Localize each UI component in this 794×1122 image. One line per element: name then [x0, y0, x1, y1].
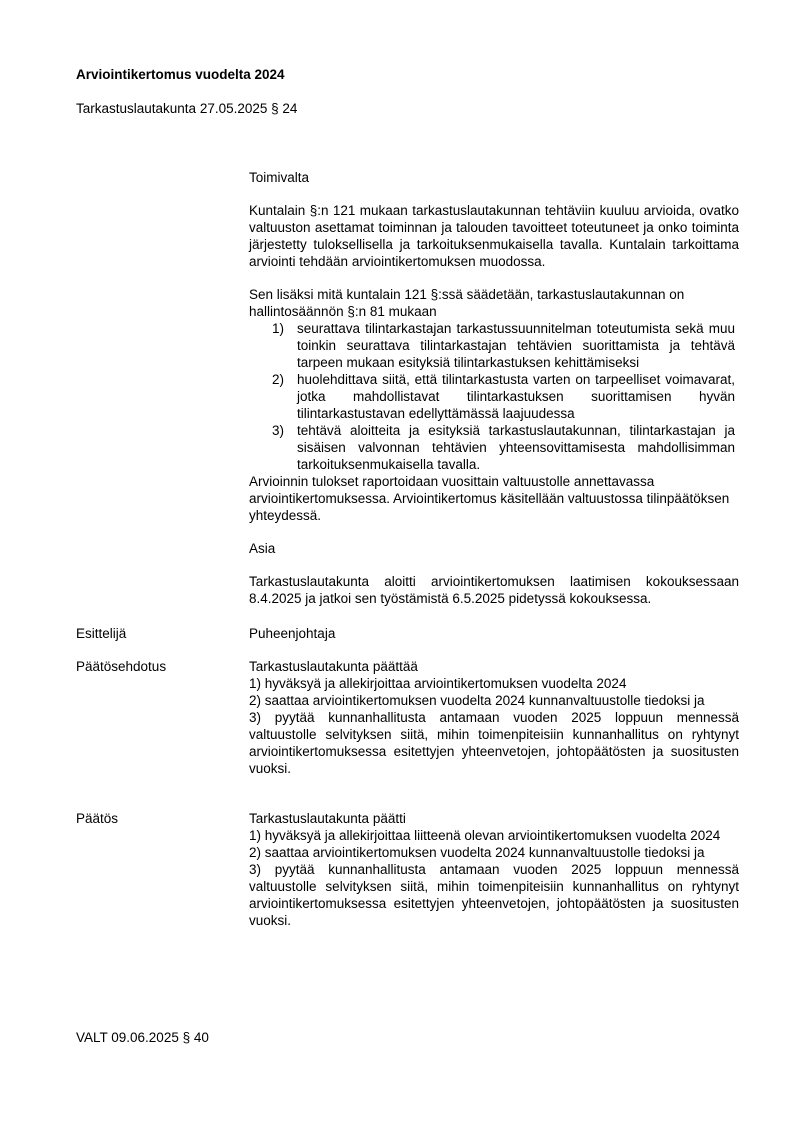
- asia-text: Tarkastuslautakunta aloitti arviointikertomuksen laatimisen kokouksessaan 8.4.2025 ja jatkoi sen työstämistä 6.5.2025 pidetyssä kokouksessa.: [249, 574, 739, 606]
- duty-number: 3): [272, 423, 285, 438]
- toimivalta-paragraph-1: Kuntalain §:n 121 mukaan tarkastuslautakunnan tehtäviin kuuluu arvioida, ovatko valtuuston asettamat toiminnan ja talouden tavoitteet toteutuneet ja onko toiminta järjestetty tuloksellisella ja tarkoituksenmukaisella tavalla. Kuntalain tarkoittama arviointi tehdään arviointikertomuksen muodossa.: [249, 203, 739, 269]
- duty-text: tehtävä aloitteita ja esityksiä tarkastuslautakunnan, tilintarkastajan ja sisäisen valvonnan tehtävien yhteensovittamisesta mahdollisimman tarkoituksenmukaisella tavalla.: [297, 423, 735, 472]
- duties-list: [249, 320, 739, 473]
- paatos-item-3: 3) pyytää kunnanhallitusta antamaan vuoden 2025 loppuun mennessä valtuustolle selvityksen siitä, mihin toimenpiteisiin kunnanhallitus on ryhtynyt arviointikertomuksessa esitettyjen yhteenvetojen, johtopäätösten ja suositusten vuoksi.: [249, 862, 739, 928]
- paatosehdotus-item-3: 3) pyytää kunnanhallitusta antamaan vuoden 2025 loppuun mennessä valtuustolle selvityksen siitä, mihin toimenpiteisiin kunnanhallitus on ryhtynyt arviointikertomuksessa esitettyjen yhteenvetojen, johtopäätösten ja suositusten vuoksi.: [249, 710, 739, 776]
- paatosehdotus-section: [249, 658, 739, 777]
- document-title: Arviointikertomus vuodelta 2024: [76, 67, 285, 82]
- duty-number: 2): [272, 372, 285, 387]
- paatos-item-2: 2) saattaa arviointikertomuksen vuodelta 2024 kunnanvaltuustolle tiedoksi ja: [249, 845, 705, 860]
- toimivalta-heading: Toimivalta: [249, 170, 310, 185]
- paatos-lead: Tarkastuslautakunta päätti: [249, 811, 406, 826]
- paatosehdotus-item-1: 1) hyväksyä ja allekirjoittaa arviointikertomuksen vuodelta 2024: [249, 676, 627, 691]
- duty-text: huolehdittava siitä, että tilintarkastusta varten on tarpeelliset voimavarat, jotka mahdollistavat tilintarkastuksen suorittamisen hyvän tilintarkastustavan edellyttämässä laajuudessa: [297, 372, 735, 421]
- paatos-section: [249, 810, 739, 929]
- council-reference: VALT 09.06.2025 § 40: [76, 1030, 209, 1045]
- meeting-reference: Tarkastuslautakunta 27.05.2025 § 24: [76, 101, 298, 116]
- asia-section: [249, 540, 739, 607]
- toimivalta-paragraph-2-intro: Sen lisäksi mitä kuntalain 121 §:ssä säädetään, tarkastuslautakunnan on hallintosäännön §:n 81 mukaan: [249, 287, 685, 319]
- paatosehdotus-lead: Tarkastuslautakunta päättää: [249, 659, 418, 674]
- duty-item: [249, 371, 739, 422]
- esittelija-value: Puheenjohtaja: [249, 626, 336, 641]
- toimivalta-section: [249, 169, 739, 524]
- esittelija-label: Esittelijä: [76, 626, 127, 641]
- duty-item: [249, 320, 739, 371]
- paatos-label: Päätös: [76, 811, 119, 826]
- toimivalta-paragraph-3: Arvioinnin tulokset raportoidaan vuosittain valtuustolle annettavassa arviointikertomuksessa. Arviointikertomus käsitellään valtuustossa tilinpäätöksen yhteydessä.: [249, 474, 730, 523]
- asia-heading: Asia: [249, 541, 276, 556]
- duty-item: [249, 422, 739, 473]
- duty-number: 1): [272, 321, 285, 336]
- paatos-item-1: 1) hyväksyä ja allekirjoittaa liitteenä olevan arviointikertomuksen vuodelta 2024: [249, 828, 721, 843]
- paatosehdotus-label: Päätösehdotus: [76, 659, 167, 674]
- duty-text: seurattava tilintarkastajan tarkastussuunnitelman toteutumista sekä muu toinkin seurattava tilintarkastajan tehtävien suorittamista ja tehtävä tarpeen mukaan esityksiä tilintarkastuksen kehittämiseksi: [297, 321, 735, 370]
- paatosehdotus-item-2: 2) saattaa arviointikertomuksen vuodelta 2024 kunnanvaltuustolle tiedoksi ja: [249, 693, 705, 708]
